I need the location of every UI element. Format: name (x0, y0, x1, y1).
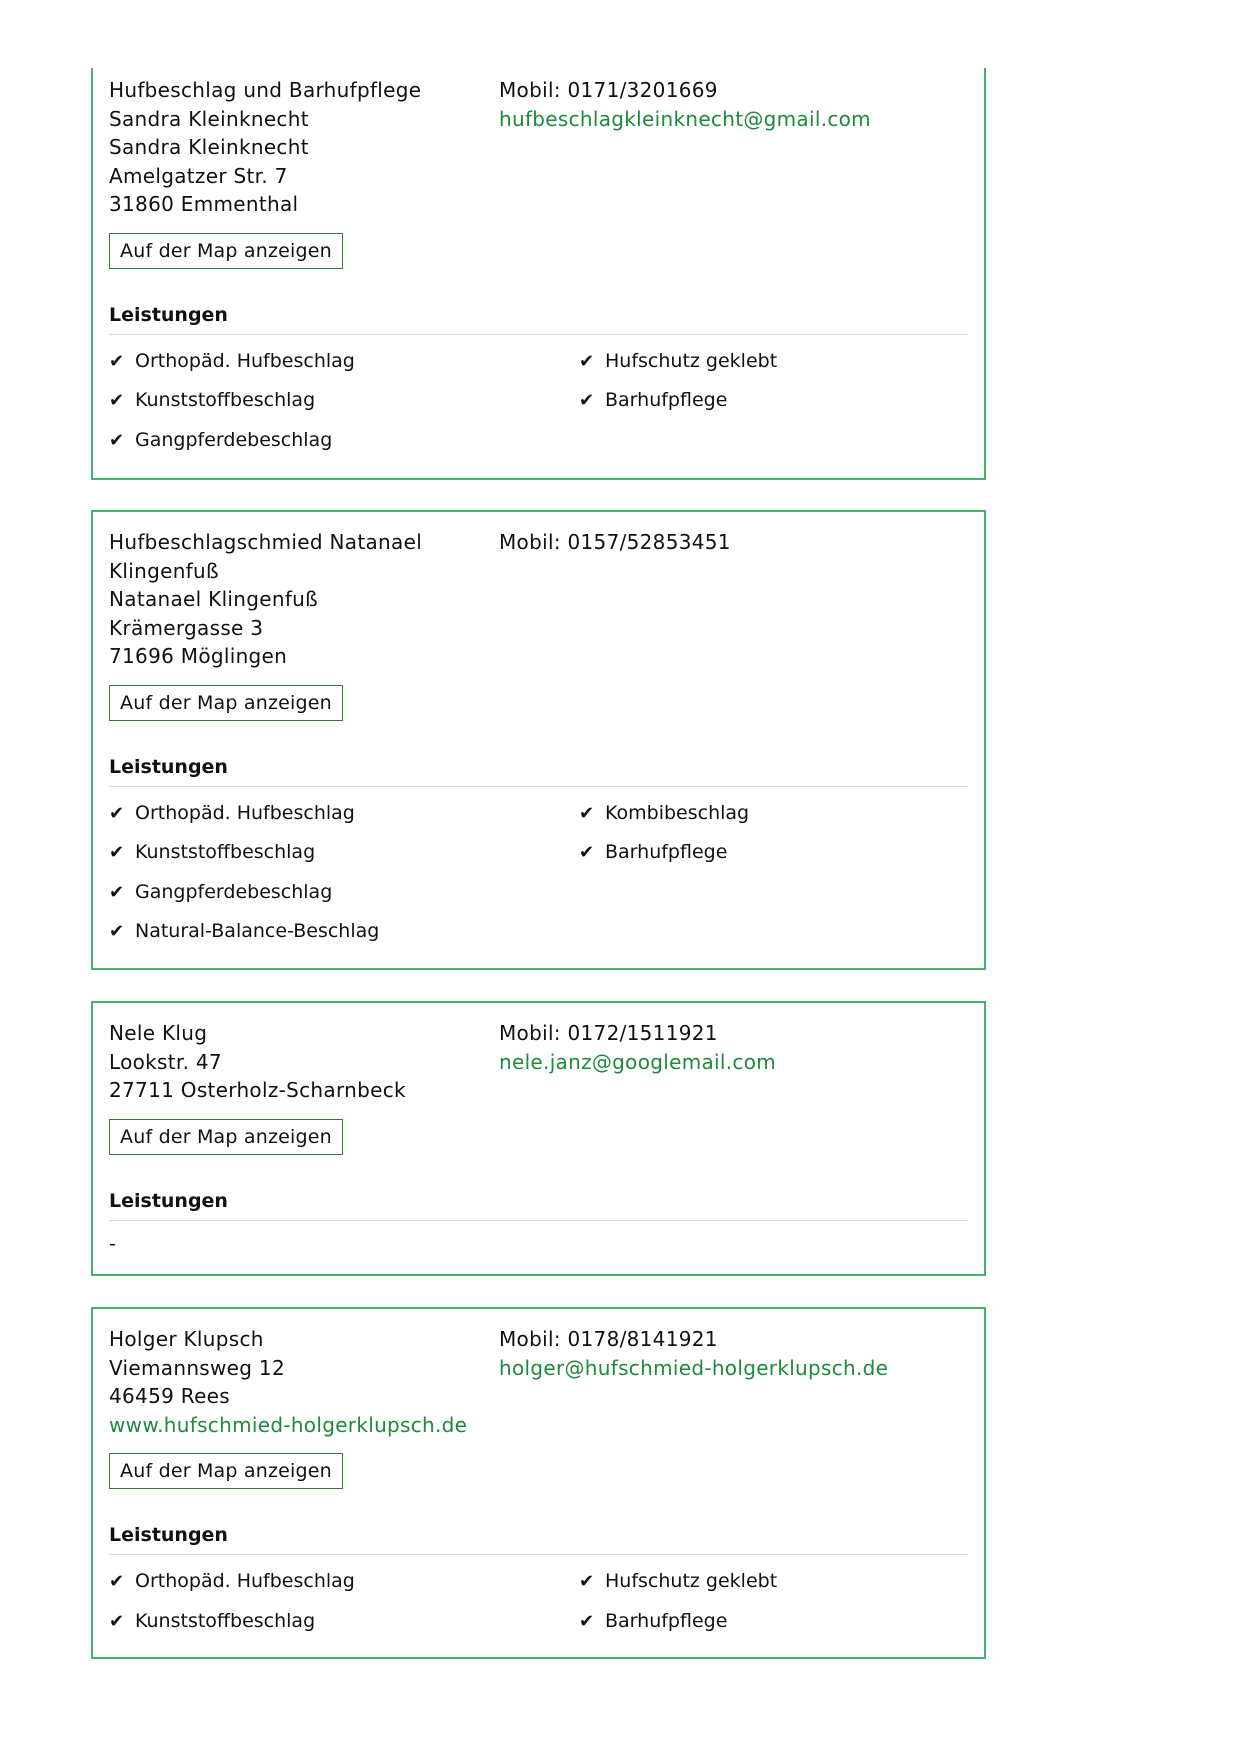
business-name: Hufbeschlagschmied Natanael Klingenfuß (109, 530, 423, 583)
address-block (109, 76, 499, 219)
service-item: ✔ Hufschutz geklebt (579, 1570, 778, 1592)
services-heading: Leistungen (109, 1524, 968, 1555)
check-icon: ✔ (579, 1571, 595, 1592)
show-on-map-button[interactable]: Auf der Map anzeigen (109, 233, 343, 269)
business-name: Nele Klug (109, 1021, 208, 1045)
street: Krämergasse 3 (109, 615, 264, 640)
street: Lookstr. 47 (109, 1049, 222, 1074)
service-item: ✔ Kunststoffbeschlag (109, 1609, 316, 1632)
email-link[interactable]: hufbeschlagkleinknecht@gmail.com (499, 106, 871, 131)
listing-info (109, 1325, 968, 1439)
service-item: ✔ Orthopäd. Hufbeschlag (109, 801, 355, 824)
phone: Mobil: 0172/1511921 (499, 1021, 718, 1045)
check-icon: ✔ (109, 390, 125, 411)
check-icon: ✔ (109, 1571, 125, 1592)
service-item: ✔ Gangpferdebeschlag (109, 428, 333, 451)
service-item: ✔ Kunststoffbeschlag (109, 389, 316, 411)
phone: Mobil: 0171/3201669 (499, 78, 718, 102)
no-services-placeholder: - (109, 1232, 116, 1255)
check-icon: ✔ (109, 1610, 125, 1632)
services-column-left (109, 349, 579, 468)
contact-person: Sandra Kleinknecht (109, 135, 309, 159)
services-column-right (579, 801, 968, 959)
check-icon: ✔ (109, 429, 125, 451)
listing-info (109, 1019, 968, 1105)
contact-person: Natanael Klingenfuß (109, 587, 319, 611)
listing-card-kleinknecht (91, 68, 986, 480)
check-icon: ✔ (109, 921, 125, 942)
address-block (109, 1325, 499, 1439)
service-item: ✔ Barhufpflege (579, 1609, 728, 1632)
street: Viemannsweg 12 (109, 1355, 285, 1380)
service-item: ✔ Barhufpflege (579, 389, 728, 411)
service-item: ✔ Barhufpflege (579, 841, 728, 863)
show-on-map-button[interactable]: Auf der Map anzeigen (109, 1119, 343, 1155)
listing-card-klupsch (91, 1307, 986, 1659)
services-heading: Leistungen (109, 756, 968, 787)
services-column-left (109, 1569, 579, 1648)
service-item: ✔ Orthopäd. Hufbeschlag (109, 1570, 355, 1592)
address-block (109, 528, 499, 671)
services-column-right (579, 349, 968, 468)
check-icon: ✔ (579, 802, 595, 824)
contact-block (499, 1019, 776, 1076)
service-item: ✔ Natural-Balance-Beschlag (109, 920, 380, 942)
check-icon: ✔ (579, 1610, 595, 1632)
business-name: Holger Klupsch (109, 1327, 264, 1351)
address-block (109, 1019, 499, 1105)
phone: Mobil: 0178/8141921 (499, 1327, 718, 1351)
contact-block (499, 1325, 888, 1382)
street: Amelgatzer Str. 7 (109, 163, 288, 188)
show-on-map-button[interactable]: Auf der Map anzeigen (109, 685, 343, 721)
check-icon: ✔ (579, 350, 595, 372)
services-list (109, 801, 968, 959)
email-link[interactable]: nele.janz@googlemail.com (499, 1049, 777, 1074)
city: 46459 Rees (109, 1384, 231, 1408)
phone: Mobil: 0157/52853451 (499, 530, 731, 554)
check-icon: ✔ (109, 802, 125, 824)
check-icon: ✔ (579, 842, 595, 863)
services-list (109, 349, 968, 468)
show-on-map-button[interactable]: Auf der Map anzeigen (109, 1453, 343, 1489)
contact-block (499, 76, 871, 133)
city: 71696 Möglingen (109, 644, 288, 668)
service-item: ✔ Kunststoffbeschlag (109, 841, 316, 863)
check-icon: ✔ (109, 350, 125, 372)
business-name: Hufbeschlag und Barhufpflege Sandra Kleinknecht (109, 78, 422, 131)
city: 31860 Emmenthal (109, 192, 299, 216)
services-heading: Leistungen (109, 1190, 968, 1221)
services-column-left (109, 801, 579, 959)
services-list (109, 1569, 968, 1648)
contact-block (499, 528, 731, 557)
service-item: ✔ Kombibeschlag (579, 801, 750, 824)
service-item: ✔ Orthopäd. Hufbeschlag (109, 349, 355, 372)
service-item: ✔ Hufschutz geklebt (579, 349, 778, 372)
check-icon: ✔ (109, 842, 125, 863)
email-link[interactable]: holger@hufschmied-holgerklupsch.de (499, 1355, 889, 1380)
services-column-right (579, 1569, 968, 1648)
listing-card-klingenfuss (91, 510, 986, 970)
city: 27711 Osterholz-Scharnbeck (109, 1078, 406, 1102)
listing-info (109, 528, 968, 671)
website-link[interactable]: www.hufschmied-holgerklupsch.de (109, 1412, 468, 1437)
listing-card-klug (91, 1001, 986, 1276)
listing-info (109, 76, 968, 219)
service-item: ✔ Gangpferdebeschlag (109, 880, 333, 903)
check-icon: ✔ (109, 881, 125, 903)
check-icon: ✔ (579, 390, 595, 411)
services-heading: Leistungen (109, 304, 968, 335)
